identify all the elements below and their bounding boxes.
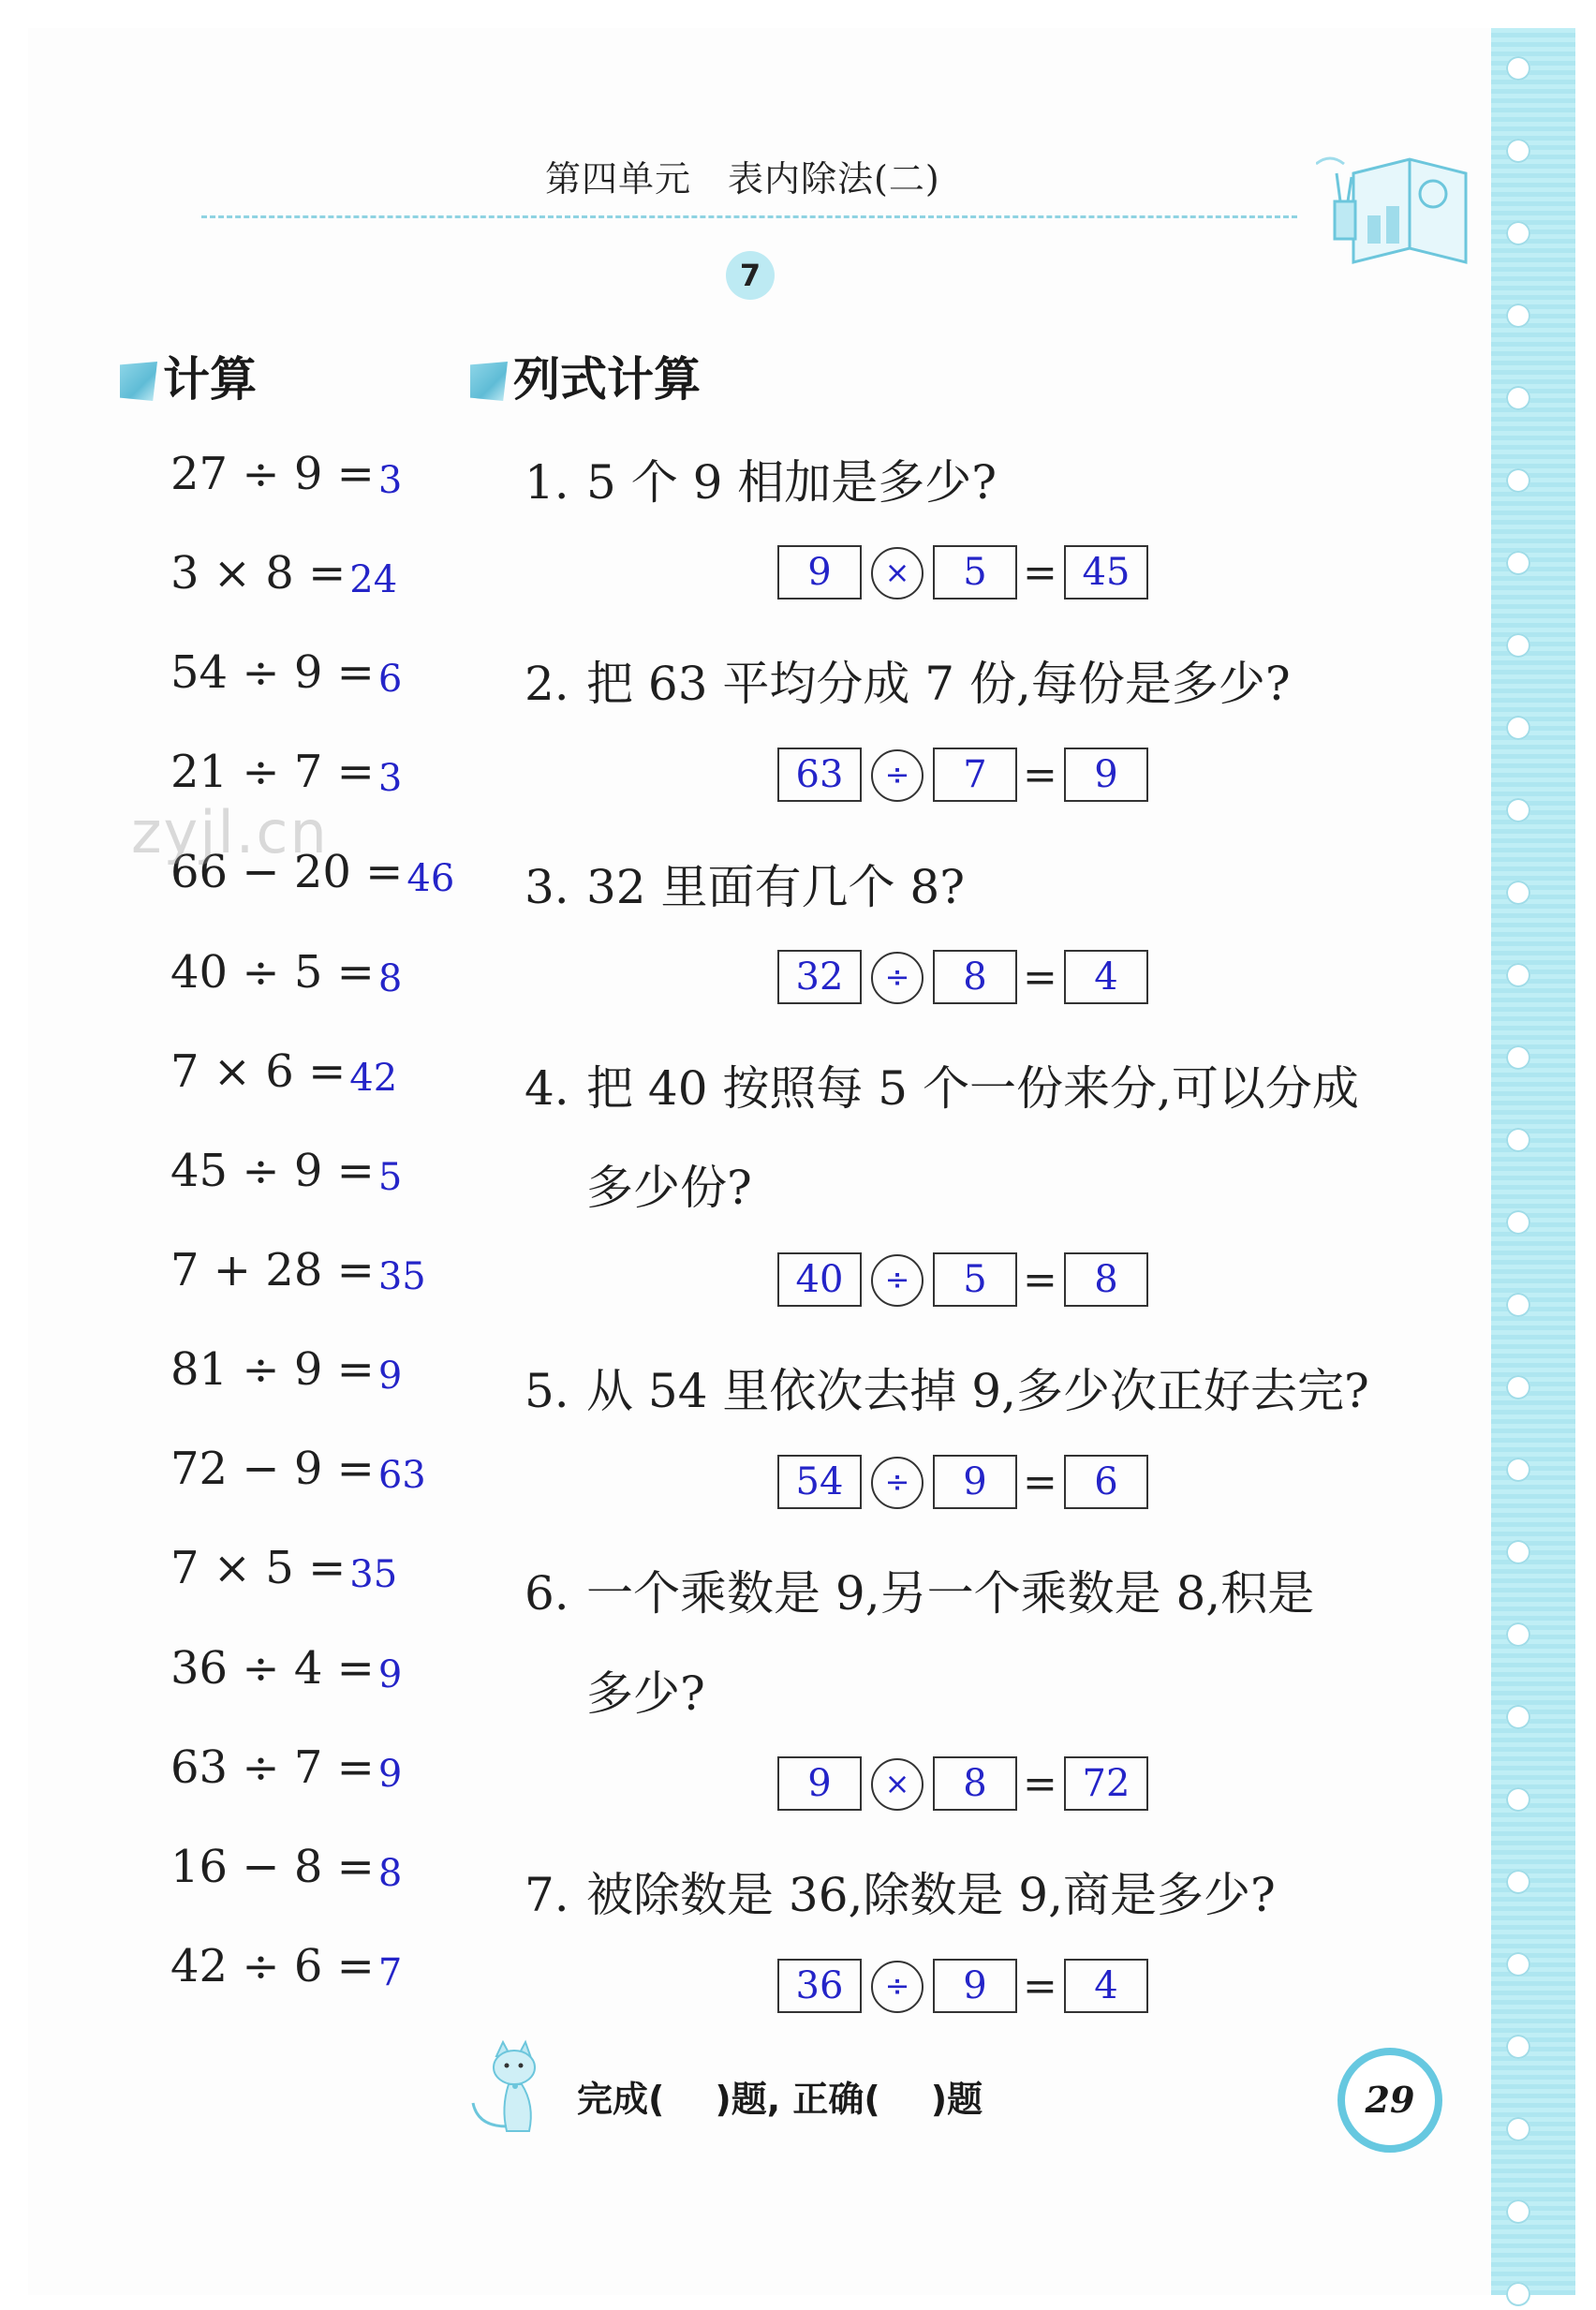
equals-sign: = (1023, 954, 1057, 1001)
binding-hole (1506, 881, 1530, 905)
equals-sign: = (1023, 1760, 1057, 1808)
calc-answer: 46 (406, 857, 455, 900)
operator-circle[interactable]: ÷ (871, 1961, 924, 2013)
question-text: 5 个 9 相加是多少? (586, 455, 998, 510)
operator-circle[interactable]: × (871, 547, 924, 600)
equals-sign: = (1023, 1459, 1057, 1506)
binding-hole (1506, 304, 1530, 328)
answer-box-operand-1[interactable]: 63 (777, 748, 862, 802)
watermark: zyjl.cn (131, 798, 329, 866)
flag-icon (470, 362, 508, 401)
calc-item (170, 1145, 402, 1199)
answer-box-operand-1[interactable]: 36 (777, 1959, 862, 2013)
calc-answer: 8 (377, 1852, 403, 1895)
calc-expression: 36 ÷ 4 = (170, 1642, 375, 1695)
binding-hole (1506, 633, 1530, 658)
calc-answer: 6 (377, 658, 403, 701)
binding-hole (1506, 1952, 1530, 1977)
answer-box-result[interactable]: 4 (1064, 950, 1148, 1004)
answer-box-operand-2[interactable]: 5 (933, 1252, 1017, 1307)
question-7 (525, 1858, 1276, 1925)
calc-item (170, 1940, 402, 1994)
calc-answer: 35 (349, 1553, 398, 1596)
question-number: 5. (525, 1364, 569, 1418)
calc-answer: 42 (349, 1057, 398, 1100)
answer-box-result[interactable]: 6 (1064, 1455, 1148, 1509)
header-divider (201, 215, 1297, 218)
binding-hole (1506, 1045, 1530, 1070)
correct-suffix: )题 (930, 2079, 983, 2120)
calc-item (170, 1343, 402, 1398)
binding-hole (1506, 1375, 1530, 1399)
binding-hole (1506, 1293, 1530, 1317)
binding-hole (1506, 1622, 1530, 1647)
page-title: 第四单元 表内除法(二) (545, 158, 940, 200)
binding-hole (1506, 2199, 1530, 2224)
question-text: 一个乘数是 9,另一个乘数是 8,积是 (586, 1566, 1315, 1621)
question-number: 7. (525, 1868, 569, 1922)
question-4-continued: 多少份? (586, 1161, 752, 1215)
operator-circle[interactable]: ÷ (871, 1254, 924, 1307)
calc-answer: 9 (377, 1753, 403, 1796)
binding-hole (1506, 2035, 1530, 2059)
calc-expression: 21 ÷ 7 = (170, 746, 375, 798)
operator-circle[interactable]: ÷ (871, 1457, 924, 1509)
calc-item (170, 1542, 397, 1596)
calc-expression: 81 ÷ 9 = (170, 1343, 375, 1396)
calc-expression: 7 + 28 = (170, 1244, 375, 1296)
calc-expression: 40 ÷ 5 = (170, 946, 375, 999)
answer-box-result[interactable]: 4 (1064, 1959, 1148, 2013)
calc-item (170, 547, 397, 601)
question-5 (525, 1354, 1369, 1421)
done-label: 完成( (577, 2079, 665, 2120)
calc-answer: 9 (377, 1355, 403, 1398)
answer-box-operand-1[interactable]: 32 (777, 950, 862, 1004)
calc-expression: 54 ÷ 9 = (170, 646, 375, 699)
page-number: 29 (1365, 2079, 1415, 2121)
correct-label: 正确( (792, 2079, 880, 2120)
calc-item (170, 646, 402, 701)
section-title-calc: 计算 (163, 352, 257, 407)
answer-box-operand-2[interactable]: 8 (933, 950, 1017, 1004)
calc-answer: 9 (377, 1653, 403, 1696)
done-suffix: )题, (715, 2079, 781, 2120)
binding-hole (1506, 221, 1530, 245)
cat-icon (464, 2037, 557, 2140)
answer-box-result[interactable]: 45 (1064, 545, 1148, 600)
question-text: 把 40 按照每 5 个一份来分,可以分成 (586, 1061, 1359, 1116)
calc-item (170, 448, 402, 502)
answer-box-operand-2[interactable]: 8 (933, 1756, 1017, 1811)
question-3 (525, 850, 965, 917)
operator-circle[interactable]: ÷ (871, 952, 924, 1004)
calc-item (170, 1244, 426, 1298)
answer-box-operand-1[interactable]: 40 (777, 1252, 862, 1307)
answer-box-result[interactable]: 72 (1064, 1756, 1148, 1811)
calc-answer: 5 (377, 1156, 403, 1199)
calc-expression: 63 ÷ 7 = (170, 1741, 375, 1794)
question-1 (525, 445, 997, 512)
calc-expression: 27 ÷ 9 = (170, 448, 375, 500)
section-heading-calc (120, 342, 257, 409)
binding-hole (1506, 1458, 1530, 1482)
answer-box-operand-1[interactable]: 54 (777, 1455, 862, 1509)
calc-answer: 8 (377, 957, 403, 1000)
calc-expression: 7 × 6 = (170, 1045, 347, 1098)
operator-circle[interactable]: × (871, 1758, 924, 1811)
binding-hole (1506, 1787, 1530, 1812)
binding-hole (1506, 468, 1530, 493)
calc-expression: 16 − 8 = (170, 1841, 375, 1893)
calc-item (170, 746, 402, 800)
question-6-continued: 多少? (586, 1666, 705, 1721)
answer-box-operand-2[interactable]: 9 (933, 1455, 1017, 1509)
binding-strip (1491, 28, 1575, 2295)
section-title-list: 列式计算 (513, 352, 701, 407)
flag-icon (120, 362, 157, 401)
answer-box-operand-2[interactable]: 7 (933, 748, 1017, 802)
binding-hole (1506, 716, 1530, 740)
answer-box-result[interactable]: 8 (1064, 1252, 1148, 1307)
binding-hole (1506, 2117, 1530, 2141)
calc-item (170, 1841, 402, 1895)
binding-hole (1506, 56, 1530, 81)
section-heading-list (470, 342, 701, 409)
answer-box-operand-2[interactable]: 9 (933, 1959, 1017, 2013)
calc-answer: 7 (377, 1951, 403, 1994)
binding-hole (1506, 139, 1530, 163)
calc-item (170, 1642, 402, 1696)
calc-answer: 63 (377, 1454, 426, 1497)
question-text: 把 63 平均分成 7 份,每份是多少? (586, 657, 1291, 711)
answer-box-operand-2[interactable]: 5 (933, 545, 1017, 600)
binding-hole (1506, 1705, 1530, 1729)
calc-expression: 45 ÷ 9 = (170, 1145, 375, 1197)
binding-hole (1506, 386, 1530, 410)
question-text: 32 里面有几个 8? (586, 860, 966, 914)
equals-sign: = (1023, 1962, 1057, 2010)
calc-expression: 66 − 20 = (170, 846, 404, 898)
lesson-number-badge: 7 (726, 251, 775, 300)
binding-hole (1506, 1128, 1530, 1152)
progress-tally (577, 2070, 983, 2122)
calc-expression: 7 × 5 = (170, 1542, 347, 1594)
calc-answer: 24 (349, 558, 398, 601)
binding-hole (1506, 963, 1530, 987)
question-4 (525, 1051, 1359, 1118)
question-2 (525, 646, 1291, 714)
answer-box-operand-1[interactable]: 9 (777, 1756, 862, 1811)
calc-expression: 42 ÷ 6 = (170, 1940, 375, 1992)
calc-expression: 72 − 9 = (170, 1443, 375, 1495)
question-number: 4. (525, 1061, 569, 1116)
book-illustration-icon (1316, 136, 1480, 272)
calc-answer: 3 (377, 459, 403, 502)
question-6 (525, 1556, 1314, 1623)
question-number: 2. (525, 657, 569, 711)
binding-hole (1506, 1540, 1530, 1564)
question-number: 3. (525, 860, 569, 914)
calc-item (170, 1443, 426, 1497)
operator-circle[interactable]: ÷ (871, 749, 924, 802)
calc-item (170, 1045, 397, 1100)
binding-hole (1506, 798, 1530, 822)
calc-item (170, 946, 402, 1000)
binding-hole (1506, 1210, 1530, 1235)
calc-expression: 3 × 8 = (170, 547, 347, 600)
calc-item (170, 1741, 402, 1796)
answer-box-operand-1[interactable]: 9 (777, 545, 862, 600)
equals-sign: = (1023, 751, 1057, 799)
binding-hole (1506, 2282, 1530, 2306)
equals-sign: = (1023, 549, 1057, 597)
equals-sign: = (1023, 1256, 1057, 1304)
question-text: 从 54 里依次去掉 9,多少次正好去完? (586, 1364, 1369, 1418)
binding-hole (1506, 551, 1530, 575)
question-text: 被除数是 36,除数是 9,商是多少? (586, 1868, 1276, 1922)
calc-answer: 35 (377, 1255, 426, 1298)
binding-hole (1506, 1870, 1530, 1894)
question-number: 6. (525, 1566, 569, 1621)
answer-box-result[interactable]: 9 (1064, 748, 1148, 802)
calc-answer: 3 (377, 757, 403, 800)
question-number: 1. (525, 455, 569, 510)
